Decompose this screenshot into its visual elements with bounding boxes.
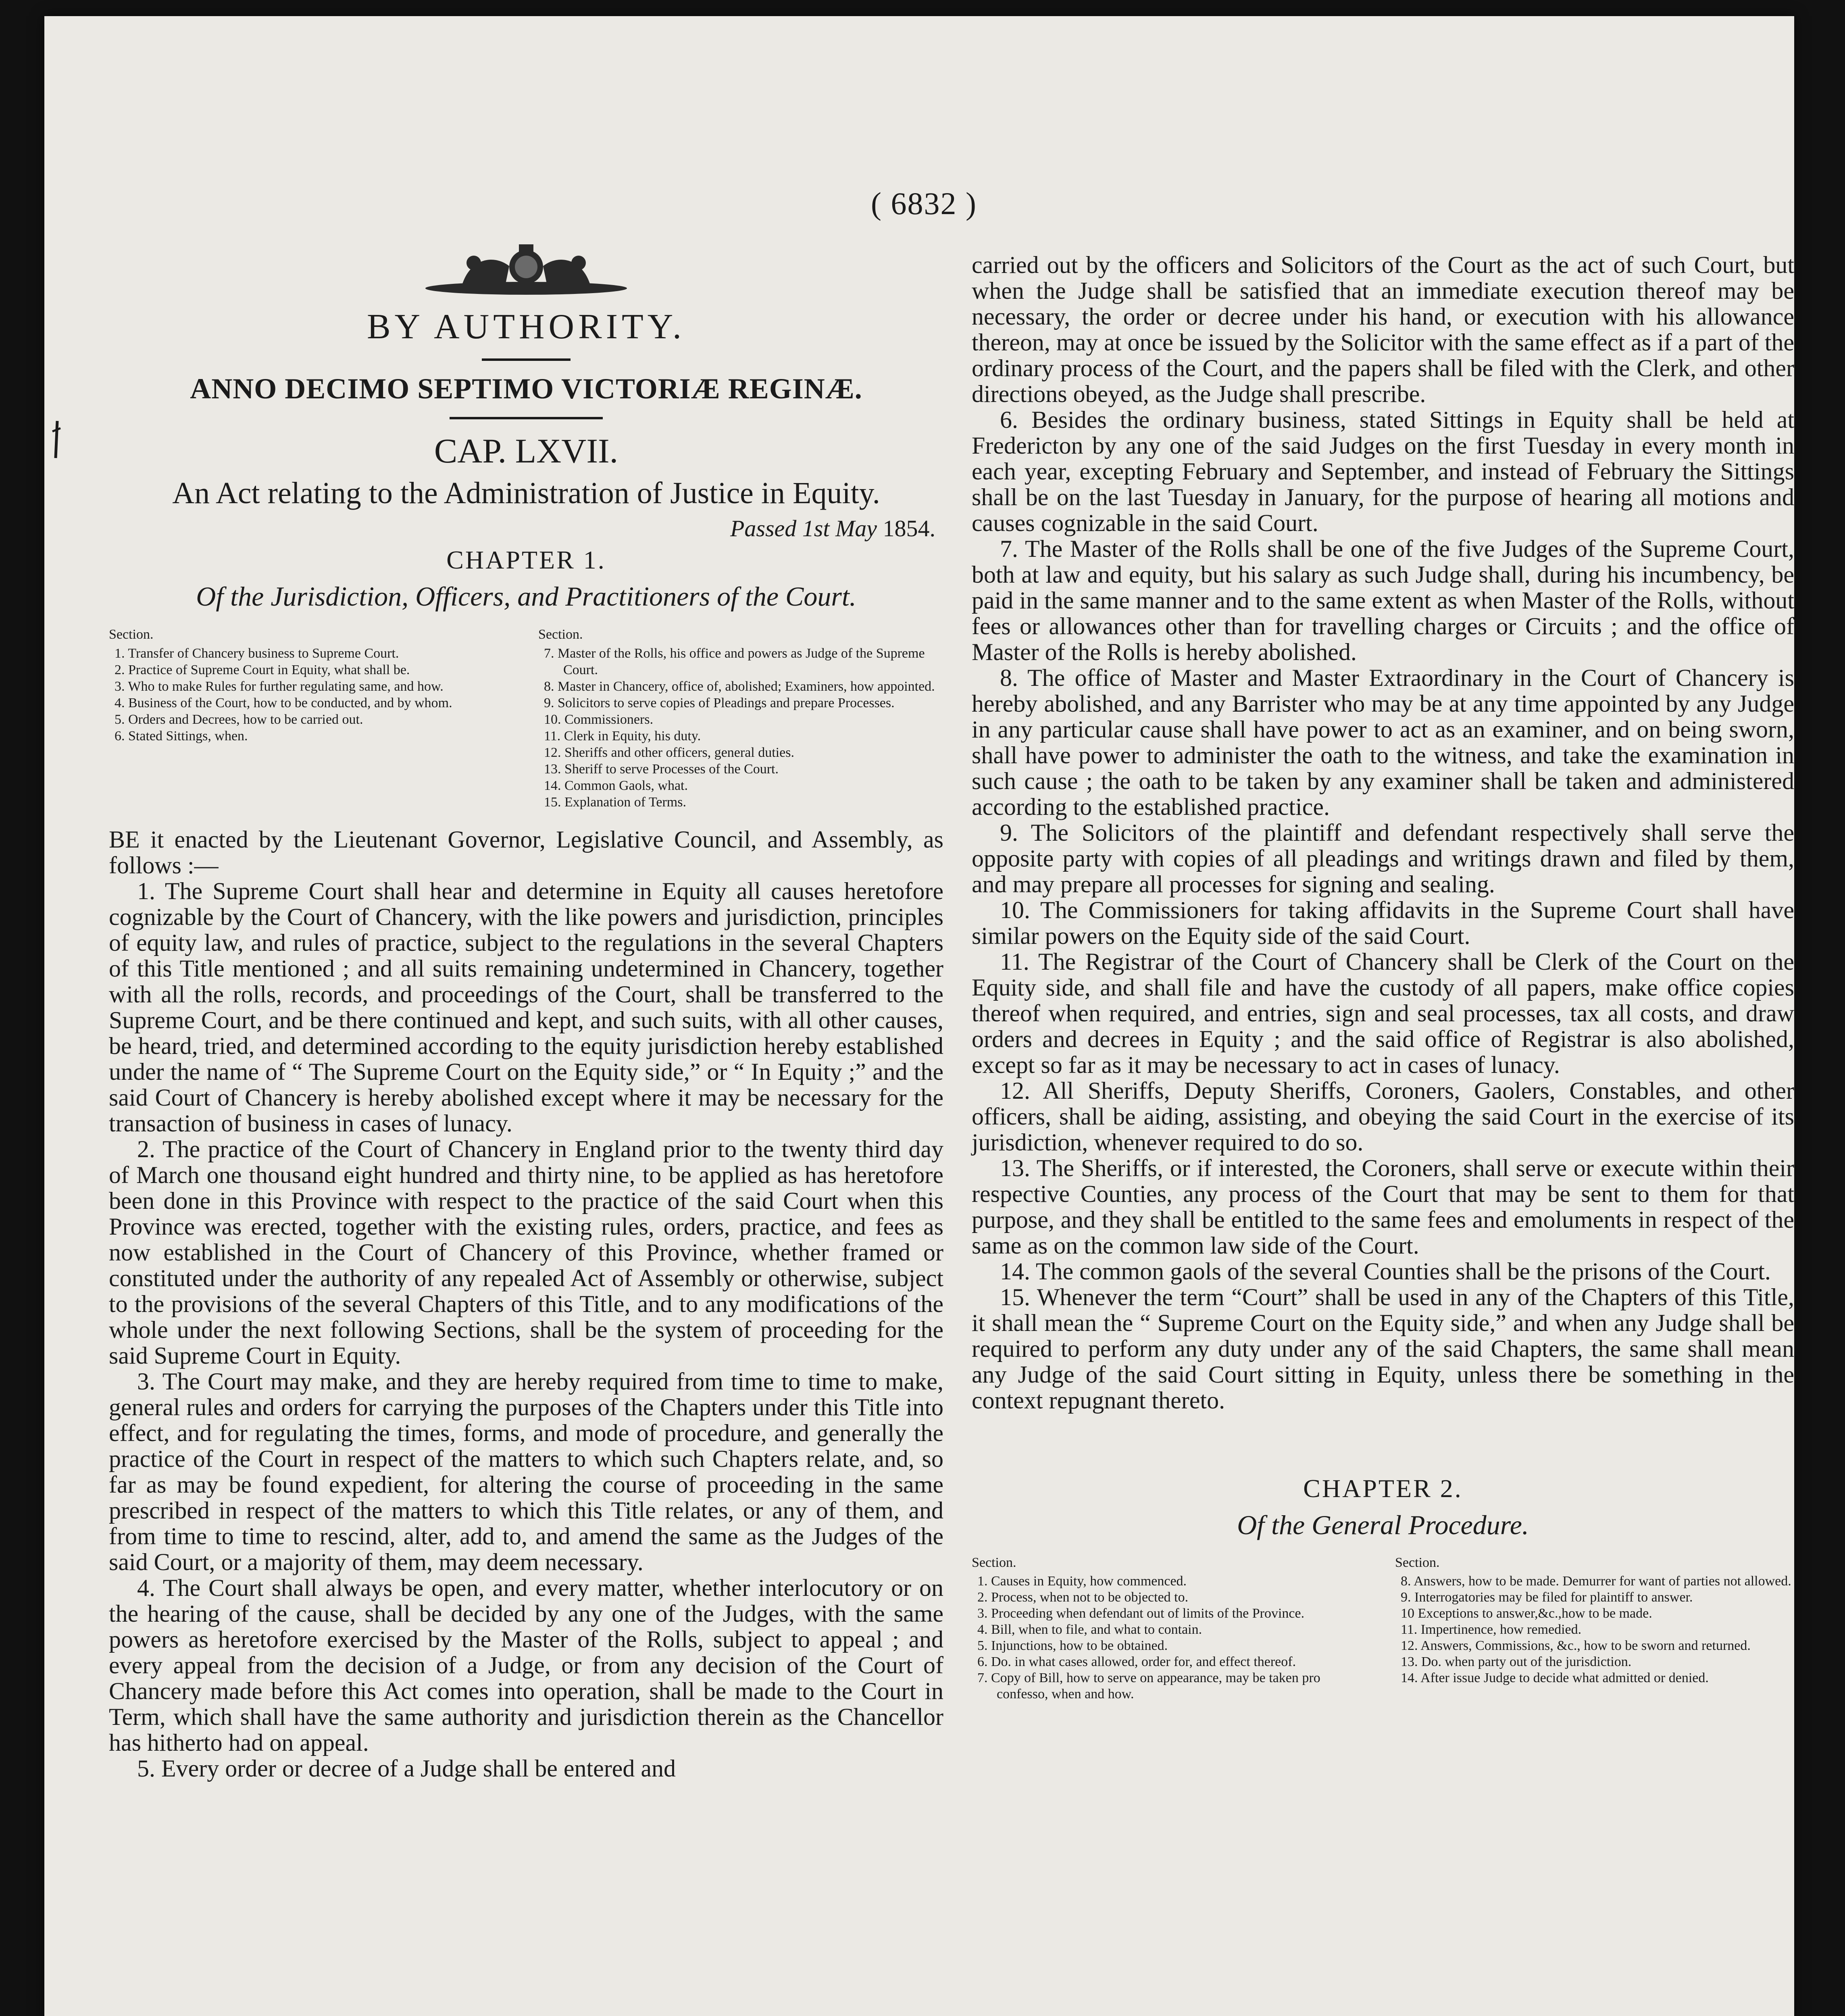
crest-icon: [413, 242, 639, 298]
section-paragraph: 11. The Registrar of the Court of Chancery shall be Clerk of the Court on the Equity side, and shall file and have the custody of all papers, make office copies thereof when required, and entries, sign and seal processes, tax all costs, and draw orders and decrees in Equity ; and the said office of Registrar is also abolished, except so far as it may be necessary to act in cases of lunacy.: [972, 948, 1794, 1078]
anno-heading: ANNO DECIMO SEPTIMO VICTORIÆ REGINÆ.: [190, 373, 862, 405]
chapter1-section-index: [109, 626, 943, 810]
chapter1-subtitle: Of the Jurisdiction, Officers, and Practitioners of the Court.: [196, 581, 856, 612]
toc-item: 4. Bill, when to file, and what to contain.: [977, 1622, 1202, 1637]
toc-item: 15. Explanation of Terms.: [544, 795, 686, 810]
chapter1-heading: CHAPTER 1.: [446, 546, 606, 574]
section-paragraph: 2. The practice of the Court of Chancery in England prior to the twenty third day of March one thousand eight hundred and thirty nine, to be applied as has heretofore been done in this Province with respect to the practice of the said Court when this Province was erected, together with the existing rules, orders, practice, and fees as now established in the Court of Chancery of this Province, whether framed or constituted under the authority of any repealed Act of Assembly or otherwise, subject to the provisions of the several Chapters of this Title, and to any modifications of the whole under the next following Sections, shall be the system of proceeding for the said Supreme Court in Equity.: [109, 1136, 943, 1369]
chapter2-heading: CHAPTER 2.: [1303, 1474, 1463, 1503]
toc-item: 5. Orders and Decrees, how to be carried out.: [115, 712, 363, 727]
section-label: Section.: [972, 1555, 1016, 1570]
toc-item: 2. Process, when not to be objected to.: [977, 1590, 1189, 1605]
document-page: [44, 16, 1794, 2016]
section-paragraph: 3. The Court may make, and they are hereby required from time to time to make, general rules and orders for carrying the purposes of the Chapters under this Title into effect, and for regulating the times, forms, and mode of procedure, and generally the practice of the Court in respect of the matters to which such Chapters relate, and, so far as may be found expedient, for altering the course of proceeding in the same prescribed in respect of the matters to which this Title relates, or any of them, and from time to time to rescind, alter, add to, and amend the same as the Judges of the said Court, or a majority of them, may deem necessary.: [109, 1368, 943, 1575]
toc-item: 1. Causes in Equity, how commenced.: [977, 1574, 1187, 1589]
section-label: Section.: [109, 627, 154, 642]
act-title: An Act relating to the Administration of Justice in Equity.: [172, 476, 880, 510]
section-paragraph: 8. The office of Master and Master Extraordinary in the Court of Chancery is hereby abolished, and any Barrister who may be at any time appointed by any Judge in any particular cause shall have power to act as an examiner, and on being sworn, shall have power to administer the oath to the witness, and take the examination in such cause ; the oath to be taken by any examiner shall be taken and administered according to the established practice.: [972, 664, 1794, 820]
cap-heading: CAP. LXVII.: [434, 431, 618, 470]
margin-mark-icon: [48, 419, 65, 460]
toc-item: 10 Exceptions to answer,&c.,how to be made.: [1401, 1606, 1652, 1621]
passed-label: Passed 1st May: [730, 515, 877, 541]
section-paragraph: 10. The Commissioners for taking affidavits in the Supreme Court shall have similar powers on the Equity side of the said Court.: [972, 897, 1794, 949]
toc-item: 7. Copy of Bill, how to serve on appearance, may be taken pro confesso, when and how.: [977, 1670, 1320, 1702]
toc-item: 3. Who to make Rules for further regulating same, and how.: [115, 679, 444, 694]
toc-item: 12. Answers, Commissions, &c., how to be sworn and returned.: [1401, 1638, 1751, 1653]
toc-column-right: [1395, 1555, 1794, 1702]
left-column: [109, 242, 943, 1781]
section-paragraph: 12. All Sheriffs, Deputy Sheriffs, Coroners, Gaolers, Constables, and other officers, shall be aiding, assisting, and obeying the said Court in the exercise of its jurisdiction, whenever required to do so.: [972, 1077, 1794, 1156]
section-paragraph: 5. Every order or decree of a Judge shall be entered and: [137, 1755, 676, 1782]
toc-item: 11. Clerk in Equity, his duty.: [544, 729, 701, 744]
toc-item: 13. Sheriff to serve Processes of the Court.: [544, 762, 779, 777]
chapter2-section-index: [972, 1555, 1794, 1702]
toc-item: 13. Do. when party out of the jurisdiction.: [1401, 1654, 1632, 1669]
toc-item: 12. Sheriffs and other officers, general duties.: [544, 745, 794, 760]
section-label: Section.: [1395, 1555, 1440, 1570]
enacting-clause: BE it enacted by the Lieutenant Governor, Legislative Council, and Assembly, as follows :—: [109, 826, 943, 879]
left-body-text: [109, 827, 943, 1781]
section-paragraph: 4. The Court shall always be open, and every matter, whether interlocutory or on the hearing of the cause, shall be decided by any one of the Judges, with the same powers as heretofore exercised by the Master of the Rolls, subject to appeal ; and every appeal from the decision of a Judge, or from any decision of the Court of Chancery made before this Act comes into operation, shall be made to the Court in Term, which shall have the same authority and jurisdiction therein as the Chancellor has hitherto had on appeal.: [109, 1574, 943, 1756]
toc-item: 8. Master in Chancery, office of, abolished; Examiners, how appointed.: [544, 679, 935, 694]
toc-column-right: [538, 626, 943, 810]
divider: [482, 358, 571, 361]
section-label: Section.: [538, 627, 583, 642]
section-paragraph: 14. The common gaols of the several Counties shall be the prisons of the Court.: [1000, 1258, 1771, 1285]
section-paragraph: 6. Besides the ordinary business, stated Sittings in Equity shall be held at Fredericton by any one of the said Judges on the first Tuesday in every month in each year, excepting February and September, and instead of February the Sittings shall be on the last Tuesday in January, for the purpose of hearing all motions and causes cognizable in the said Court.: [972, 406, 1794, 536]
chapter2-subtitle: Of the General Procedure.: [1237, 1510, 1529, 1540]
page-number: ( 6832 ): [871, 186, 977, 221]
toc-item: 8. Answers, how to be made. Demurrer for want of parties not allowed.: [1401, 1574, 1791, 1589]
toc-item: 4. Business of the Court, how to be conducted, and by whom.: [115, 696, 452, 710]
by-authority-heading: BY AUTHORITY.: [367, 307, 686, 346]
passed-year: 1854.: [883, 515, 935, 541]
section-paragraph: 1. The Supreme Court shall hear and determine in Equity all causes heretofore cognizable by the Court of Chancery, with the like powers and jurisdiction, principles of equity law, and rules of practice, subject to the regulations in the several Chapters of this Title mentioned ; and all suits remaining undetermined in Chancery, together with all the rolls, records, and proceedings of the Court, shall be transferred to the Supreme Court, and be there continued and kept, and such suits, with all other causes, be heard, tried, and determined according to the equity jurisdiction hereby established under the name of “ The Supreme Court on the Equity side,” or “ In Equity ;” and the said Court of Chancery is hereby abolished except where it may be necessary for the transaction of business in cases of lunacy.: [109, 878, 943, 1137]
toc-item: 14. After issue Judge to decide what admitted or denied.: [1401, 1670, 1709, 1685]
right-column: [972, 252, 1794, 1702]
passed-date: [109, 515, 943, 542]
section-paragraph: 13. The Sheriffs, or if interested, the Coroners, shall serve or execute within their respective Counties, any process of the Court that may be sent to them for that purpose, and they shall be entitled to the same fees and emoluments in respect of the same as on the common law side of the Court.: [972, 1155, 1794, 1259]
toc-item: 6. Do. in what cases allowed, order for, and effect thereof.: [977, 1654, 1296, 1669]
toc-item: 2. Practice of Supreme Court in Equity, what shall be.: [115, 662, 410, 677]
toc-column-left: [972, 1555, 1371, 1702]
toc-item: 9. Interrogatories may be filed for plaintiff to answer.: [1401, 1590, 1693, 1605]
toc-item: 3. Proceeding when defendant out of limits of the Province.: [977, 1606, 1305, 1621]
toc-item: 5. Injunctions, how to be obtained.: [977, 1638, 1168, 1653]
toc-item: 10. Commissioners.: [544, 712, 654, 727]
section-paragraph: 15. Whenever the term “Court” shall be used in any of the Chapters of this Title, it shall mean the “ Supreme Court on the Equity side,” and when any Judge shall be required to perform any duty under any of the said Chapters, the same shall mean any Judge of the said Court sitting in Equity, unless there be something in the context repugnant thereto.: [972, 1284, 1794, 1414]
right-body-text: [972, 252, 1794, 1413]
divider: [450, 417, 603, 419]
toc-item: 9. Solicitors to serve copies of Pleadings and prepare Processes.: [544, 696, 895, 710]
toc-item: 7. Master of the Rolls, his office and powers as Judge of the Supreme Court.: [544, 646, 925, 677]
section-paragraph: carried out by the officers and Solicitors of the Court as the act of such Court, but when the Judge shall be satisfied that an immediate execution thereof may be necessary, the order or decree under his hand, or execution with his allowance thereon, may at once be issued by the Solicitor with the same effect as if a part of the ordinary process of the Court, and the papers shall be filed with the Clerk, and other directions obeyed, as the Judge shall prescribe.: [972, 252, 1794, 407]
section-paragraph: 9. The Solicitors of the plaintiff and defendant respectively shall serve the opposite party with copies of all pleadings and writings drawn and filed by them, and may prepare all processes for signing and sealing.: [972, 819, 1794, 898]
section-paragraph: 7. The Master of the Rolls shall be one of the five Judges of the Supreme Court, both at law and equity, but his salary as such Judge shall, during his incumbency, be paid in the same manner and to the same extent as when Master of the Rolls, without fees or allowances other than for travelling charges or Circuits ; and the office of Master of the Rolls is hereby abolished.: [972, 535, 1794, 665]
toc-column-left: [109, 626, 514, 810]
toc-item: 1. Transfer of Chancery business to Supreme Court.: [115, 646, 399, 661]
toc-item: 14. Common Gaols, what.: [544, 778, 688, 793]
toc-item: 6. Stated Sittings, when.: [115, 729, 248, 744]
chapter2: [972, 1474, 1794, 1702]
toc-item: 11. Impertinence, how remedied.: [1401, 1622, 1582, 1637]
